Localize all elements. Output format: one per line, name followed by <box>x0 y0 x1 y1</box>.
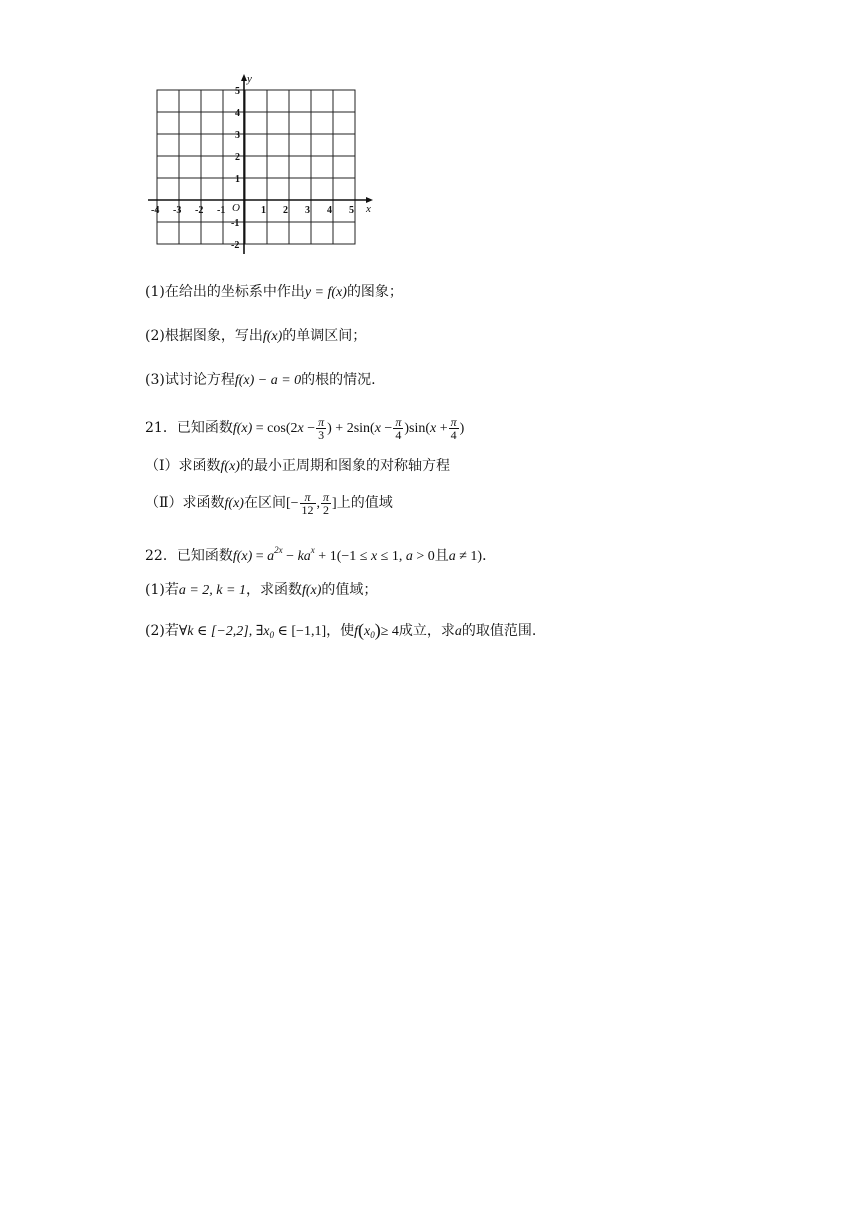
q21-part2 <box>145 488 393 519</box>
q22-part1-prefix: (1)若 <box>145 582 179 598</box>
x-tick-label: -4 <box>151 205 160 216</box>
q20-part1 <box>145 282 403 303</box>
q22-part1-mid: ，求函数 <box>245 582 302 598</box>
q22-number: 22．已知函数 <box>145 548 233 564</box>
x-tick-label: 3 <box>305 205 310 216</box>
y-tick-label: 5 <box>235 86 240 97</box>
q21-part1 <box>145 456 450 477</box>
y-tick-label: 4 <box>235 108 240 119</box>
x-tick-label: 5 <box>349 205 354 216</box>
q22-formula: $f(x) = a^{2x} - ka^x + 1(-1 \le x \le 1$, a > 0且a ≠ 1) <box>232 545 483 564</box>
coordinate-grid-svg <box>140 72 380 262</box>
q20-part3-suffix: 的根的情况. <box>301 372 376 388</box>
q22-part2-suffix1: 成立，求 <box>398 623 455 639</box>
x-tick-label: -1 <box>217 205 226 216</box>
x-tick-label: -3 <box>173 205 182 216</box>
q21-number: 21．已知函数 <box>145 420 233 436</box>
y-tick-label: 2 <box>235 152 240 163</box>
q22-part2-a: a <box>454 624 462 639</box>
q22-part2-prefix: (2)若 <box>145 623 179 639</box>
q22-part2-mid: ，使 <box>326 623 355 639</box>
q21-statement <box>145 414 464 443</box>
q21-part2-interval: [− $\frac{\pi}{12}$ , $\frac{\pi}{2}$ ] <box>285 490 337 518</box>
y-tick-label: -2 <box>231 240 240 251</box>
x-tick-label: -2 <box>195 205 204 216</box>
y-tick-label: 1 <box>235 174 240 185</box>
q21-part1-fx: f(x) <box>220 459 240 474</box>
x-tick-label: 4 <box>327 205 332 216</box>
q21-part1-suffix: 的最小正周期和图象的对称轴方程 <box>239 458 450 474</box>
q21-part2-suffix: 上的值域 <box>336 495 393 511</box>
q22-part2-cond: ∀k ∈ [−2,2], ∃x <box>178 624 270 639</box>
q20-part1-math: y = f(x) <box>304 285 347 300</box>
y-tick-label: -1 <box>231 218 240 229</box>
q20-part3-prefix: (3)试讨论方程 <box>145 372 235 388</box>
origin-label: O <box>232 202 240 214</box>
q22-part1-condition: a = 2, k = 1 <box>178 583 246 598</box>
x-tick-label: 2 <box>283 205 288 216</box>
q20-part2-prefix: (2)根据图象，写出 <box>145 328 263 344</box>
q21-part2-prefix: （Ⅱ）求函数 <box>145 495 225 511</box>
x-axis-label: x <box>366 203 371 215</box>
q22-part2-cond2: ∈ [−1,1] <box>274 624 327 639</box>
q22-part1-fx: f(x) <box>301 583 322 598</box>
q21-part1-prefix: （Ⅰ）求函数 <box>145 458 221 474</box>
q20-part2-suffix: 的单调区间； <box>282 328 367 344</box>
q21-formula: f(x) = cos(2x − $\frac{\pi}{3}$ ) + 2sin(x − $\frac{\pi}{4}$ )sin(x + $\frac{\pi}{4}$ ) <box>232 415 465 443</box>
q20-part1-prefix: (1)在给出的坐标系中作出 <box>145 284 305 300</box>
q22-part2-suffix2: 的取值范围. <box>461 623 537 639</box>
q22-part1 <box>145 580 377 601</box>
q22-part2-fx0: $f(x_0)$ <box>354 620 381 640</box>
q22-part2 <box>145 620 536 645</box>
q21-part2-mid: 在区间 <box>243 495 286 511</box>
q20-part1-suffix: 的图象； <box>346 284 403 300</box>
x-tick-label: 1 <box>261 205 266 216</box>
q22-part2-cond-sub: 0 <box>269 630 275 640</box>
q22-statement: 22．已知函数$f(x) = a^{2x} - ka^x + 1(-1 \le x \le 1$, a > 0且a ≠ 1)． <box>145 545 497 564</box>
q22-part2-condition <box>179 624 326 639</box>
q20-part2-math: f(x) <box>262 329 283 344</box>
q20-part2 <box>145 326 366 347</box>
q21-part2-fx: f(x) <box>224 496 244 511</box>
q20-part3-math: f(x) − a = 0 <box>234 373 302 388</box>
y-tick-label: 3 <box>235 130 240 141</box>
q22-part2-ineq: ≥ 4 <box>380 624 399 639</box>
y-axis-label: y <box>247 73 252 85</box>
q20-part3 <box>145 370 376 391</box>
q22-part1-suffix: 的值域； <box>321 582 378 598</box>
coordinate-grid <box>140 72 380 262</box>
